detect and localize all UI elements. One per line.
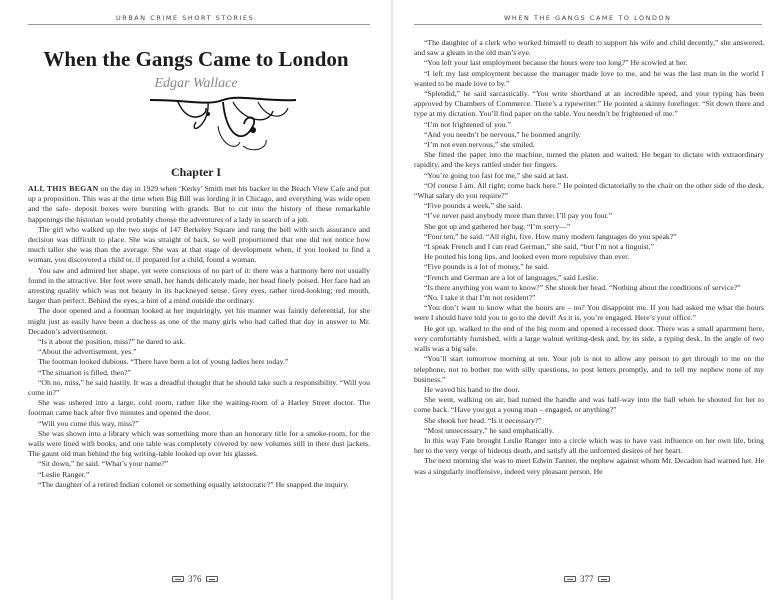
- paragraph: “The situation is filled, then?”: [38, 367, 131, 377]
- paragraph: “Five pounds a week,” she said.: [424, 201, 523, 211]
- paragraph: He waved his hand to the door.: [424, 384, 520, 394]
- story-title: When the Gangs Came to London: [43, 47, 349, 71]
- paragraph: “Will you come this way, miss?”: [38, 418, 139, 428]
- right-page: [392, 0, 784, 600]
- paragraph: She was shown into a library which was something more than an honorary title for a smoke-room, for the walls were lined with books, and one table was completely covered by new volumes still in their dust jackets. The gaunt old man behind the big writing-table looked up over his glasses.: [28, 428, 370, 459]
- paragraph: “No. I take it that I’m not resident?”: [424, 293, 536, 303]
- story-author: Edgar Wallace: [154, 76, 238, 91]
- running-head: URBAN CRIME SHORT STORIES: [116, 14, 255, 22]
- paragraph: The next morning she was to meet Edwin Tanner, the nephew against whom Mr. Decadon had warned her. He was a singularly inoffensive, indeed very pleasant person. He: [414, 456, 764, 476]
- paragraph: “Oh no, miss,” he said hastily. It was a dreadful thought that he should take such a responsibility. “Will you come in?”: [28, 377, 370, 398]
- paragraph: “You’ll start tomorrow morning at ten. Your job is not to allow any person to get through to me on the telephone, not to bother me with silly questions, to post letters promptly, and to tell my nephew none of my business.”: [414, 354, 764, 384]
- ornament-icon: [598, 576, 610, 582]
- paragraph: She went, walking on air, had turned the handle and was half-way into the hall when he shouted for her to come back. “Have you got a young man – engaged, or anything?”: [414, 395, 764, 415]
- paragraph: “I’m not frightened of you.”: [424, 119, 511, 129]
- page-number-left: 376: [172, 574, 218, 584]
- body-text-right: [414, 38, 764, 477]
- paragraph: “About the advertisement, yes.”: [38, 347, 137, 357]
- header-rule: [414, 24, 762, 25]
- paragraph: “Of course I am. All right; come back here.” He pointed dictatorially to the chair on the other side of the desk, “What salary do you require?”: [414, 180, 764, 201]
- paragraph: “The daughter of a retired Indian colonel or something equally aristocratic?” He snapped the inquiry.: [38, 479, 349, 489]
- paragraph: “Four ten,” he said. “All right, five. How many modern languages do you speak?”: [424, 231, 677, 241]
- paragraph: “I’ve never paid anybody more than three: I’ll pay you four.”: [424, 211, 613, 221]
- header-rule: [28, 24, 370, 25]
- paragraph: “Sit down,” he said. “What’s your name?”: [38, 459, 169, 469]
- ornament-icon: [172, 576, 184, 582]
- paragraph: “The daughter of a clerk who worked himself to death to support his wife and child decently,” she answered, and saw a gleam in the old man’s eye.: [414, 38, 764, 58]
- paragraph: “Leslie Ranger.”: [38, 469, 90, 479]
- ornament-icon: [206, 576, 218, 582]
- paragraph: “Most unnecessary,” he said emphatically.: [424, 425, 555, 435]
- paragraph: She got up and gathered her bag. “I’m sorry—”: [424, 221, 571, 231]
- paragraph: In this way Fate brought Leslie Ranger into a circle which was to have vast influence on her own life, bring her to the very verge of hideous death, and satisfy all the unformed desires of her heart.: [414, 435, 764, 456]
- paragraph: “I’m not even nervous,” she smiled.: [424, 140, 535, 150]
- paragraph: She was ushered into a large, cold room, rather like the waiting-room of a Harley Street doctor. The footman came back after five minutes and opened the door.: [28, 398, 370, 418]
- page-number-right: 377: [564, 574, 610, 584]
- paragraph: “Splendid,” he said sarcastically. “You write shorthand at an incredible speed, and your typing has been approved by Chambers of Commerce. There’s a typewriter.” He pointed a skinny forefinger. “Sit down there and type at my dictation. You’ll find paper on the table. You needn’t be frightened of me.”: [414, 89, 764, 119]
- paragraph: “Is it about the position, miss?” he dared to ask.: [38, 337, 186, 347]
- paragraph: “You’re going too fast for me,” she said at last.: [424, 170, 569, 180]
- ornament-icon: [564, 576, 576, 582]
- paragraph: The door opened and a footman looked at her inquiringly, yet his manner was faintly deferential, for she might just as easily have been a duchess as one of the many girls who had called that day in answer to Mr. Decadon’s advertisement.: [28, 306, 370, 336]
- paragraph: He got up, walked to the end of the big room and opened a recessed door. There was a small apartment here, very comfortably furnished, with a large walnut writing-desk and, by its side, a typing desk. In the angle of two walls was a big safe.: [414, 323, 764, 354]
- flourish-ornament: [148, 96, 298, 156]
- paragraph: “You don’t want to know what the hours are – no? You disappoint me. If you had asked me what the hours were I should have told you to go to the devil! As it is, you’re engaged. Here’s your office.”: [414, 303, 764, 323]
- paragraph: She shook her head. “Is it necessary?”: [424, 415, 542, 425]
- running-head: WHEN THE GANGS CAME TO LONDON: [504, 14, 672, 22]
- paragraph: She fitted the paper into the machine, turned the platen and waited. He began to dictate with extraordinary rapidity, and the keys rattled under her fingers.: [414, 150, 764, 170]
- paragraph: The footman looked dubious. “There have been a lot of young ladies here today.”: [38, 357, 289, 367]
- paragraph: The girl who walked up the two steps of 147 Berkeley Square and rang the bell with such assurance and decision was difficult to place. She was straight of back, so well proportioned that one did not notice how much taller she was than the average. She was at that stage of development when, if you looked to find a woman, you discovered a child or, if prepared for a child, found a woman.: [28, 224, 370, 265]
- paragraph: “Five pounds is a lot of money,” he said.: [424, 262, 550, 272]
- paragraph: ALL THIS BEGAN on the day in 1929 when ‘Kerky’ Smith met his backer in the Beach View Cafe and put up a proposition. This was at the time when Big Bill was lording it in Chicago, and everything was wide open and the safe- deposit boxes were bursting with grands. But to cut into the history of these remarkable happenings the historian would probably choose the adventures of a lady in search of a job.: [28, 184, 370, 224]
- lead-in: ALL THIS BEGAN: [28, 184, 99, 193]
- paragraph: “I speak French and I can read German,” she said, “but I’m not a linguist.”: [424, 242, 654, 252]
- paragraph: “And you needn’t be nervous,” he boomed angrily.: [424, 129, 581, 139]
- paragraph: He pouted his long lips, and looked even more repulsive than ever.: [424, 252, 630, 262]
- paragraph: “Is there anything you want to know?” She shook her head. “Nothing about the conditions of service?”: [424, 282, 741, 292]
- paragraph: “French and German are a lot of languages,” said Leslie.: [424, 272, 599, 282]
- paragraph: “You left your last employment because the hours were too long?” He scowled at her.: [424, 58, 688, 68]
- paragraph: “I left my last employment because the manager made love to me, and he was the last man in the world I wanted to be made love to by.”: [414, 68, 764, 88]
- chapter-heading: Chapter I: [170, 165, 222, 179]
- body-text-left: [28, 184, 370, 490]
- paragraph: You saw and admired her shape, yet were conscious of no part of it: there was a harmony here not usually found in the attractive. Her feet were small, her hands delicately made, her head finely poised. Her face had an arresting quality which was not beauty in its hackneyed sense. Grey eyes, rather tired-looking; red mouth, larger than perfect. Behind the eyes, a hint of a mind outside the ordinary.: [28, 265, 370, 306]
